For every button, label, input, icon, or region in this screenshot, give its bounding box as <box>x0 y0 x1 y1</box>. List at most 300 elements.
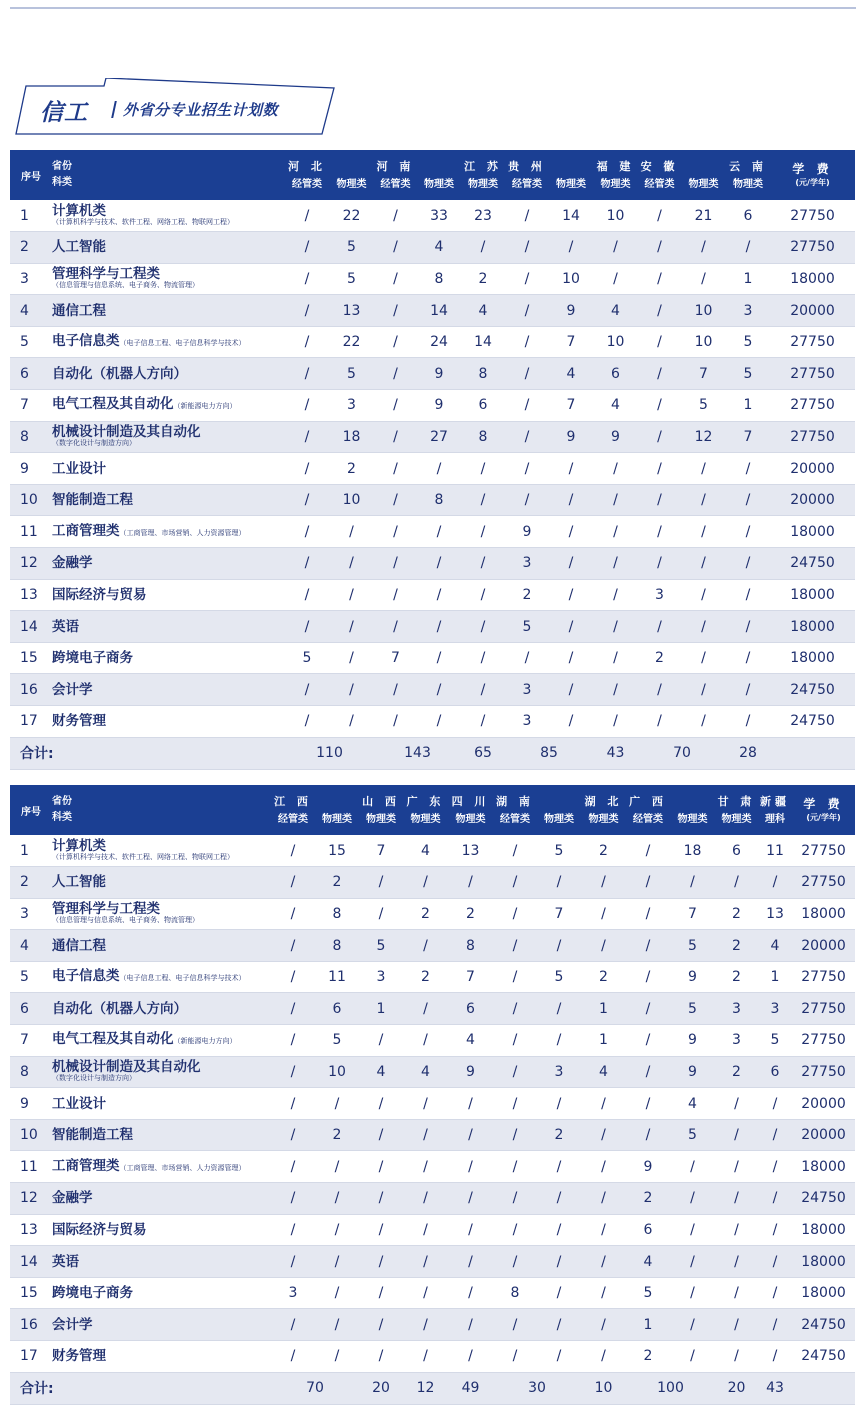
plan-count: / <box>581 1214 626 1246</box>
plan-count: 12 <box>681 421 726 453</box>
major-name: 财务管理 <box>52 1348 106 1365</box>
plan-count: / <box>271 1309 315 1341</box>
header-category-type: 物理类 <box>366 813 396 825</box>
plan-count: / <box>461 516 505 548</box>
header-spacer <box>315 795 359 809</box>
major-name: 人工智能 <box>52 239 106 256</box>
plan-count: 4 <box>626 1246 670 1278</box>
plan-count: 4 <box>417 232 461 264</box>
major-name: 电气工程及其自动化 <box>52 396 174 413</box>
row-number: 17 <box>10 1341 52 1373</box>
major-name: 电子信息类 <box>52 333 120 350</box>
table-row <box>10 232 855 264</box>
plan-count: / <box>329 706 374 738</box>
header-province-name: 山 西 <box>362 794 400 808</box>
header-province-name: 四 川 <box>451 794 490 808</box>
plan-count: / <box>537 1277 581 1309</box>
plan-count: / <box>638 421 681 453</box>
table-row <box>10 898 855 930</box>
header-category-type: 物理类 <box>556 178 586 190</box>
plan-count: / <box>581 1246 626 1278</box>
major-description: （电子信息工程、电子信息科学与技术） <box>119 974 246 983</box>
plan-count: / <box>374 579 417 611</box>
row-number: 13 <box>10 579 52 611</box>
major-name-cell <box>52 579 285 611</box>
plan-count: / <box>758 1183 792 1215</box>
major-name: 电气工程及其自动化 <box>52 1031 174 1048</box>
enrollment-plan-table-2 <box>10 785 855 1405</box>
header-fee-label: 学 费 <box>803 797 844 811</box>
table-row <box>10 1246 855 1278</box>
major-name-cell <box>52 993 271 1025</box>
header-col <box>285 150 329 200</box>
plan-count: 4 <box>448 1025 493 1057</box>
header-col <box>681 150 726 200</box>
row-number: 6 <box>10 993 52 1025</box>
plan-count: 5 <box>726 326 770 358</box>
plan-count: / <box>638 390 681 422</box>
plan-count: 11 <box>758 835 792 867</box>
major-name: 国际经济与贸易 <box>52 1221 147 1238</box>
plan-count: 18 <box>329 421 374 453</box>
table-row <box>10 579 855 611</box>
header-category-type: 物理类 <box>733 178 763 190</box>
tuition-fee: 24750 <box>770 706 855 738</box>
total-value: 20 <box>715 1372 758 1404</box>
major-name: 通信工程 <box>52 302 106 319</box>
major-name: 英语 <box>52 618 79 635</box>
plan-count: / <box>285 484 329 516</box>
plan-count: / <box>315 1214 359 1246</box>
major-name: 会计学 <box>52 1316 93 1333</box>
plan-count: / <box>359 867 403 899</box>
tuition-fee: 18000 <box>792 1246 855 1278</box>
major-name: 计算机类 <box>52 203 106 220</box>
plan-count: 9 <box>417 358 461 390</box>
plan-count: 5 <box>285 642 329 674</box>
plan-count: / <box>374 200 417 232</box>
major-name: 工业设计 <box>52 460 106 477</box>
plan-count: / <box>758 1214 792 1246</box>
major-name: 管理科学与工程类 <box>52 901 160 918</box>
plan-count: 2 <box>715 1056 758 1088</box>
header-category-type: 物理类 <box>336 178 367 190</box>
major-name: 智能制造工程 <box>52 492 133 509</box>
plan-count: 6 <box>626 1214 670 1246</box>
plan-count: / <box>715 1151 758 1183</box>
plan-count: / <box>726 674 770 706</box>
plan-count: 3 <box>638 579 681 611</box>
plan-count: / <box>403 867 448 899</box>
plan-count: / <box>271 930 315 962</box>
plan-count: / <box>681 611 726 643</box>
plan-count: / <box>726 484 770 516</box>
plan-count: 14 <box>549 200 593 232</box>
plan-count: / <box>581 1151 626 1183</box>
table-row <box>10 1341 855 1373</box>
table-row <box>10 706 855 738</box>
header-province-category <box>52 785 271 835</box>
plan-count: 4 <box>549 358 593 390</box>
plan-count: / <box>593 611 638 643</box>
plan-count: / <box>681 579 726 611</box>
plan-count: / <box>505 326 549 358</box>
major-name-cell <box>52 706 285 738</box>
plan-count: 8 <box>461 421 505 453</box>
row-number: 4 <box>10 295 52 327</box>
plan-count: 4 <box>670 1088 715 1120</box>
plan-count: / <box>593 674 638 706</box>
plan-count: / <box>271 1056 315 1088</box>
plan-count: / <box>593 706 638 738</box>
total-value: 70 <box>638 737 726 769</box>
plan-count: / <box>549 548 593 580</box>
plan-count: 10 <box>329 484 374 516</box>
header-col <box>329 150 374 200</box>
plan-count: / <box>493 1151 537 1183</box>
plan-count: / <box>285 390 329 422</box>
major-description: （新能源电力方向） <box>173 1037 237 1046</box>
plan-count: / <box>374 421 417 453</box>
plan-count: / <box>374 706 417 738</box>
plan-count: 3 <box>726 295 770 327</box>
major-name: 机械设计制造及其自动化 <box>52 1059 201 1076</box>
header-category-label: 科类 <box>52 177 72 188</box>
header-province-name: 福 建 <box>596 159 635 173</box>
header-category-type: 物理类 <box>424 178 454 190</box>
plan-count: / <box>285 548 329 580</box>
plan-count: / <box>448 1309 493 1341</box>
row-number: 16 <box>10 1309 52 1341</box>
plan-count: / <box>359 1183 403 1215</box>
plan-count: / <box>593 579 638 611</box>
header-category-type: 经管类 <box>380 178 411 190</box>
plan-count: 5 <box>315 1025 359 1057</box>
plan-count: 7 <box>670 898 715 930</box>
plan-count: / <box>271 898 315 930</box>
tuition-fee: 27750 <box>792 961 855 993</box>
major-name: 计算机类 <box>52 838 106 855</box>
plan-count: / <box>505 390 549 422</box>
plan-count: / <box>549 484 593 516</box>
major-name-cell <box>52 930 271 962</box>
plan-count: 3 <box>715 1025 758 1057</box>
plan-count: 9 <box>670 1025 715 1057</box>
major-name: 跨境电子商务 <box>52 650 133 667</box>
plan-count: / <box>329 674 374 706</box>
row-number: 3 <box>10 898 52 930</box>
plan-count: / <box>726 548 770 580</box>
plan-count: / <box>593 548 638 580</box>
plan-count: / <box>758 867 792 899</box>
plan-count: / <box>461 548 505 580</box>
total-value: 43 <box>758 1372 792 1404</box>
major-name: 机械设计制造及其自动化 <box>52 424 201 441</box>
plan-count: 5 <box>670 993 715 1025</box>
total-value: 100 <box>626 1372 715 1404</box>
plan-count: 10 <box>593 326 638 358</box>
table-row <box>10 1088 855 1120</box>
row-number: 14 <box>10 1246 52 1278</box>
plan-count: 13 <box>329 295 374 327</box>
plan-count: / <box>374 516 417 548</box>
plan-count: / <box>681 484 726 516</box>
plan-count: 7 <box>537 898 581 930</box>
plan-count: 3 <box>715 993 758 1025</box>
plan-count: 10 <box>315 1056 359 1088</box>
plan-count: / <box>493 961 537 993</box>
header-col <box>493 785 537 835</box>
header-col <box>715 785 758 835</box>
plan-count: 2 <box>315 1119 359 1151</box>
tuition-fee: 24750 <box>792 1183 855 1215</box>
header-col <box>417 150 461 200</box>
total-value: 20 <box>359 1372 403 1404</box>
row-number: 2 <box>10 232 52 264</box>
tuition-fee: 18000 <box>770 263 855 295</box>
plan-count: / <box>537 1025 581 1057</box>
plan-count: / <box>681 642 726 674</box>
plan-count: / <box>758 1119 792 1151</box>
plan-count: / <box>726 232 770 264</box>
header-fee <box>770 150 855 200</box>
plan-count: / <box>681 516 726 548</box>
tuition-fee: 27750 <box>792 1025 855 1057</box>
header-category-type: 物理类 <box>677 813 708 825</box>
header-col <box>505 150 549 200</box>
header-fee <box>792 785 855 835</box>
plan-count: 4 <box>593 390 638 422</box>
plan-count: 1 <box>726 390 770 422</box>
table-row <box>10 961 855 993</box>
major-name: 通信工程 <box>52 937 106 954</box>
major-name: 工商管理类 <box>52 522 120 539</box>
header-province-name: 安 徽 <box>640 159 679 173</box>
plan-count: / <box>285 263 329 295</box>
plan-count: 11 <box>315 961 359 993</box>
plan-count: / <box>315 1309 359 1341</box>
plan-count: / <box>638 484 681 516</box>
plan-count: 7 <box>726 421 770 453</box>
header-province-name: 江 西 <box>274 794 312 808</box>
major-name: 会计学 <box>52 681 93 698</box>
row-number: 13 <box>10 1214 52 1246</box>
header-col <box>359 785 403 835</box>
plan-count: / <box>493 1214 537 1246</box>
plan-count: 4 <box>461 295 505 327</box>
major-name: 国际经济与贸易 <box>52 586 147 603</box>
plan-count: / <box>271 1341 315 1373</box>
row-number: 8 <box>10 1056 52 1088</box>
plan-count: / <box>285 516 329 548</box>
plan-count: / <box>715 1119 758 1151</box>
major-name: 电子信息类 <box>52 968 120 985</box>
tuition-fee: 24750 <box>792 1309 855 1341</box>
header-col <box>461 150 505 200</box>
header-row <box>10 150 855 200</box>
plan-count: / <box>403 1214 448 1246</box>
plan-count: / <box>593 232 638 264</box>
plan-count: / <box>537 1088 581 1120</box>
plan-count: 3 <box>505 548 549 580</box>
tuition-fee: 27750 <box>770 421 855 453</box>
major-name-cell <box>52 1341 271 1373</box>
plan-count: / <box>271 1183 315 1215</box>
row-number: 1 <box>10 835 52 867</box>
plan-count: 21 <box>681 200 726 232</box>
major-name: 智能制造工程 <box>52 1127 133 1144</box>
plan-count: / <box>758 1246 792 1278</box>
tuition-fee: 20000 <box>792 930 855 962</box>
plan-count: 33 <box>417 200 461 232</box>
major-name-cell <box>52 548 285 580</box>
plan-count: 1 <box>626 1309 670 1341</box>
table-row <box>10 358 855 390</box>
plan-count: / <box>374 674 417 706</box>
plan-count: / <box>285 706 329 738</box>
total-label: 合计: <box>10 1372 271 1404</box>
plan-count: 3 <box>758 993 792 1025</box>
row-number: 8 <box>10 421 52 453</box>
header-spacer <box>329 160 374 174</box>
plan-count: / <box>593 516 638 548</box>
plan-count: 9 <box>670 1056 715 1088</box>
header-province-name: 云 南 <box>729 159 767 173</box>
header-col <box>593 150 638 200</box>
plan-count: 13 <box>758 898 792 930</box>
header-col <box>403 785 448 835</box>
table-row <box>10 867 855 899</box>
plan-count: / <box>461 706 505 738</box>
plan-count: 24 <box>417 326 461 358</box>
table-row <box>10 326 855 358</box>
total-value: 110 <box>285 737 374 769</box>
plan-count: 2 <box>626 1183 670 1215</box>
plan-count: / <box>403 1088 448 1120</box>
plan-count: 10 <box>681 295 726 327</box>
table-row <box>10 516 855 548</box>
plan-count: / <box>638 295 681 327</box>
plan-count: 8 <box>315 898 359 930</box>
row-number: 12 <box>10 548 52 580</box>
plan-count: / <box>549 453 593 485</box>
table-row <box>10 930 855 962</box>
plan-count: / <box>626 835 670 867</box>
plan-count: / <box>505 295 549 327</box>
header-province-name: 广 西 <box>629 794 667 808</box>
major-name: 自动化（机器人方向） <box>52 365 187 382</box>
plan-count: / <box>715 1309 758 1341</box>
plan-count: / <box>403 1341 448 1373</box>
header-spacer <box>537 795 581 809</box>
plan-count: / <box>493 835 537 867</box>
plan-count: / <box>638 516 681 548</box>
plan-count: / <box>626 898 670 930</box>
plan-count: / <box>417 611 461 643</box>
header-category-type: 物理类 <box>688 178 719 190</box>
plan-count: / <box>374 263 417 295</box>
total-value: 85 <box>505 737 593 769</box>
plan-count: / <box>285 453 329 485</box>
enrollment-plan-table-1 <box>10 150 855 770</box>
major-description: （电子信息工程、电子信息科学与技术） <box>119 339 246 348</box>
major-name-cell <box>52 200 285 232</box>
plan-count: 5 <box>359 930 403 962</box>
major-name-cell <box>52 674 285 706</box>
plan-count: / <box>537 1151 581 1183</box>
plan-count: / <box>461 642 505 674</box>
plan-count: / <box>593 484 638 516</box>
plan-count: / <box>581 1183 626 1215</box>
major-name-cell <box>52 961 271 993</box>
header-category-type: 经管类 <box>633 813 663 825</box>
tuition-fee: 18000 <box>770 611 855 643</box>
title-main: 信工 <box>40 100 88 126</box>
table-row <box>10 1309 855 1341</box>
major-description: （新能源电力方向） <box>173 402 237 411</box>
plan-count: / <box>638 674 681 706</box>
plan-count: / <box>329 579 374 611</box>
plan-count: / <box>493 1246 537 1278</box>
plan-count: 8 <box>315 930 359 962</box>
tuition-fee: 20000 <box>792 1119 855 1151</box>
plan-count: / <box>670 1309 715 1341</box>
major-name-cell <box>52 358 285 390</box>
plan-count: 2 <box>715 961 758 993</box>
major-name-cell <box>52 1246 271 1278</box>
plan-count: / <box>670 867 715 899</box>
header-category-type: 物理类 <box>455 813 486 825</box>
plan-count: / <box>271 1088 315 1120</box>
plan-count: / <box>271 1119 315 1151</box>
plan-count: / <box>329 611 374 643</box>
plan-count: / <box>374 358 417 390</box>
major-description: （信息管理与信息系统、电子商务、物流管理） <box>52 916 199 925</box>
plan-count: / <box>461 579 505 611</box>
plan-count: / <box>403 1025 448 1057</box>
plan-count: / <box>285 295 329 327</box>
row-number: 14 <box>10 611 52 643</box>
plan-count: / <box>715 867 758 899</box>
plan-count: / <box>359 1341 403 1373</box>
table-row <box>10 1119 855 1151</box>
major-name-cell <box>52 1025 271 1057</box>
plan-count: / <box>726 516 770 548</box>
plan-count: / <box>493 930 537 962</box>
plan-count: 3 <box>271 1277 315 1309</box>
plan-count: / <box>681 674 726 706</box>
header-spacer <box>670 795 715 809</box>
table-row <box>10 421 855 453</box>
plan-count: / <box>537 867 581 899</box>
major-name: 财务管理 <box>52 713 106 730</box>
major-name-cell <box>52 295 285 327</box>
plan-count: 23 <box>461 200 505 232</box>
plan-count: / <box>461 674 505 706</box>
major-name: 管理科学与工程类 <box>52 266 160 283</box>
total-label: 合计: <box>10 737 285 769</box>
row-number: 15 <box>10 642 52 674</box>
plan-count: 5 <box>681 390 726 422</box>
plan-count: / <box>726 642 770 674</box>
header-seq: 序号 <box>21 171 41 183</box>
plan-count: / <box>359 1088 403 1120</box>
major-description: （工商管理、市场营销、人力资源管理） <box>119 528 246 537</box>
table-row <box>10 993 855 1025</box>
tuition-fee: 27750 <box>770 232 855 264</box>
plan-count: 8 <box>417 484 461 516</box>
header-province-name: 河 北 <box>288 159 326 173</box>
